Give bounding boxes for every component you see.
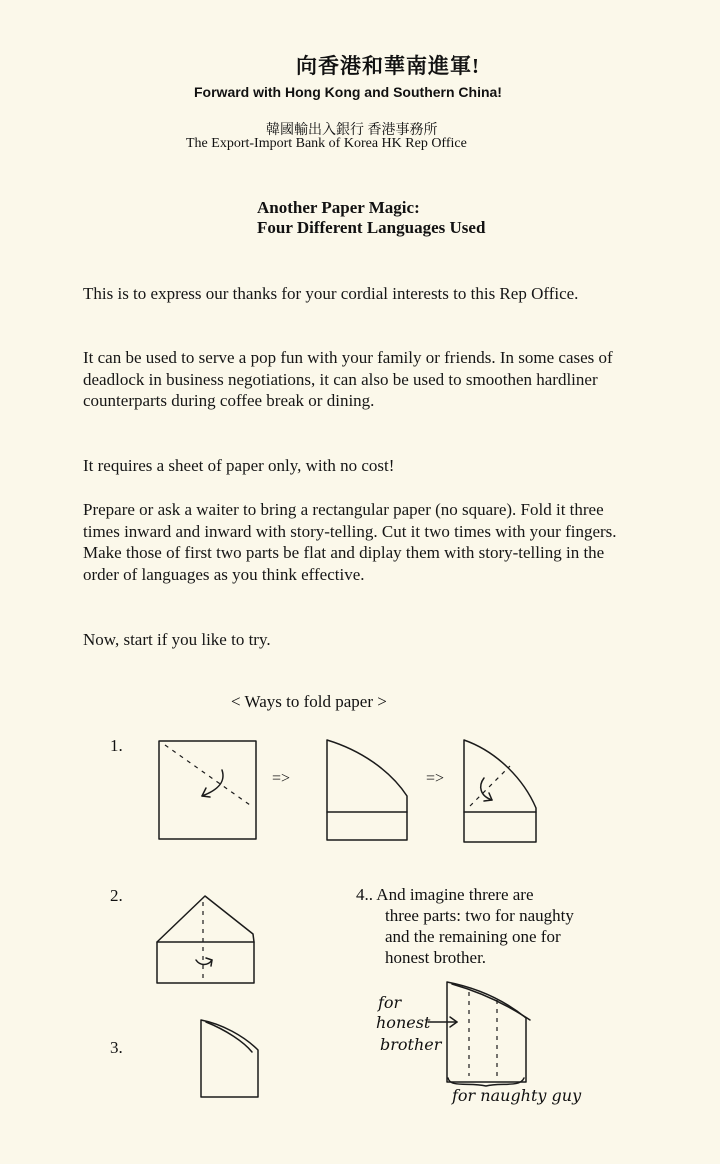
step-1-label: 1. xyxy=(110,736,123,755)
step-4-line-3: and the remaining one for xyxy=(385,927,561,946)
paragraph-thanks: This is to express our thanks for your cordial interests to this Rep Office. xyxy=(83,284,579,303)
step-2-diagram xyxy=(157,896,254,983)
paragraph-requirement: It requires a sheet of paper only, with no cost! xyxy=(83,456,395,475)
step-4-line-1: 4.. And imagine threre are xyxy=(356,885,534,904)
step-1-square-diagram xyxy=(159,741,256,839)
step-4-diagram xyxy=(428,982,530,1086)
step-1-folded-diagram xyxy=(327,740,407,840)
handwritten-honest: honest xyxy=(376,1013,431,1032)
step-4-line-4: honest brother. xyxy=(385,948,487,967)
title-line-1: Another Paper Magic: xyxy=(257,198,420,217)
paragraph-usage: It can be used to serve a pop fun with your family or friends. In some cases of deadlock in business negotiations, it can also be used to smoothen hardliner counterparts during coffee break or dining. xyxy=(83,348,613,410)
fold-arrow-1: => xyxy=(272,770,291,787)
step-4-line-2: three parts: two for naughty xyxy=(385,906,574,925)
english-office-name: The Export-Import Bank of Korea HK Rep Office xyxy=(186,136,467,151)
english-slogan: Forward with Hong Kong and Southern China! xyxy=(194,84,502,100)
fold-arrow-2: => xyxy=(426,770,445,787)
handwritten-for: for xyxy=(378,993,402,1012)
paragraph-instructions: Prepare or ask a waiter to bring a rectangular paper (no square). Fold it three times inward and inward with story-telling. Cut it two times with your fingers. Make those of first two parts be flat and diplay them with story-telling in the order of languages as you think effective. xyxy=(83,500,617,584)
ways-heading: < Ways to fold paper > xyxy=(231,692,387,711)
handwritten-naughty-guy: for naughty guy xyxy=(452,1086,582,1105)
paragraph-start: Now, start if you like to try. xyxy=(83,630,271,649)
chinese-office-name: 韓國輸出入銀行 香港事務所 xyxy=(266,123,438,138)
step-3-label: 3. xyxy=(110,1038,123,1057)
step-1-refold-diagram xyxy=(464,740,536,842)
step-3-diagram xyxy=(201,1020,258,1097)
handwritten-brother: brother xyxy=(380,1035,442,1054)
step-2-label: 2. xyxy=(110,886,123,905)
chinese-slogan: 向香港和華南進軍! xyxy=(296,54,480,78)
title-line-2: Four Different Languages Used xyxy=(257,218,486,237)
